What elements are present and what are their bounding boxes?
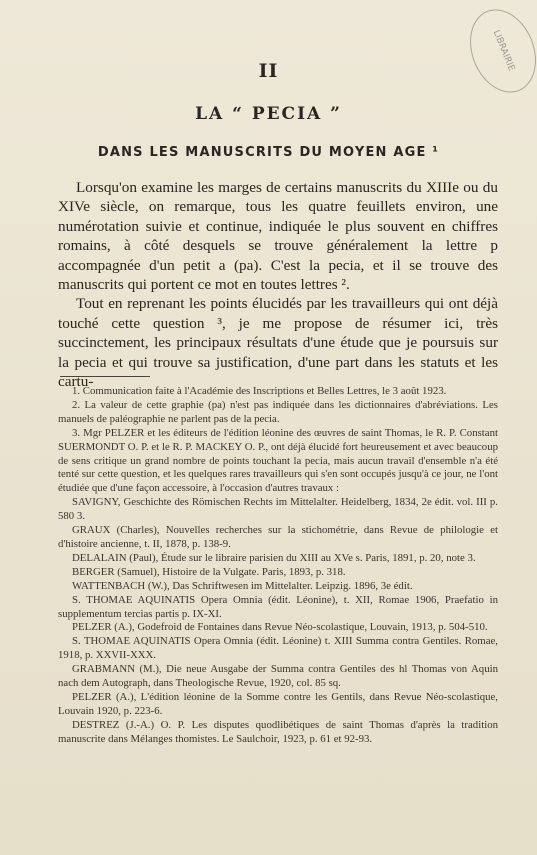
page-title: LA “ PECIA ” [195, 104, 342, 124]
bibliography-entry: DELALAIN (Paul), Étude sur le libraire parisien du XIII au XVe s. Paris, 1891, p. 20, note 3. [72, 551, 476, 564]
bibliography-entry: PELZER (A.), L'édition léonine de la Somme contre les Gentils, dans Revue Néo-scolastique, Louvain 1920, p. 223-6. [58, 690, 498, 717]
stamp-text: LIBRAIRIE [491, 28, 517, 73]
bibliography-entry: BERGER (Samuel), Histoire de la Vulgate. Paris, 1893, p. 318. [72, 565, 346, 578]
bibliography-entry: DESTREZ (J.-A.) O. P. Les disputes quodlibétiques de saint Thomas d'après la tradition manuscrite dans Mélanges thomistes. Le Saulchoir, 1923, p. 61 et 92-93. [58, 718, 498, 745]
bibliography-entry: S. THOMAE AQUINATIS Opera Omnia (édit. Léonine), t. XII, Romae 1906, Praefatio in supplementum tercias partis p. IX-XI. [58, 593, 498, 620]
bibliography-entry: GRABMANN (M.), Die neue Ausgabe der Summa contra Gentiles des hl Thomas von Aquin nach dem Autograph, dans Theologische Revue, 1920, col. 85 sq. [58, 663, 498, 690]
chapter-number: II [258, 60, 279, 82]
paragraph-1: Lorsqu'on examine les marges de certains manuscrits du XIIIe ou du XIVe siècle, on remarque, tous les quatre feuillets environ, une numérotation suivie et continue, indiquée le plus souvent en chiffres romains, à côté desquels se trouve généralement la lettre p accompagnée d'un petit a (pa). C'est la pecia, et il se trouve des manuscrits qui portent ce mot en toutes lettres ². [58, 179, 498, 294]
footnote: 2. La valeur de cette graphie (pa) n'est pas indiquée dans les dictionnaires d'abréviations. Les manuels de paléographie ne parlent pas de la pecia. [58, 398, 498, 425]
bibliography-entry: PELZER (A.), Godefroid de Fontaines dans Revue Néo-scolastique, Louvain, 1913, p. 504-510. [72, 621, 488, 634]
bibliography-entry: S. THOMAE AQUINATIS Opera Omnia (édit. Léonine) t. XIII Summa contra Gentiles. Romae, 1918, p. XXVII-XXX. [58, 635, 498, 662]
footnote-divider [60, 376, 150, 377]
bibliography-entry: SAVIGNY, Geschichte des Römischen Rechts im Mittelalter. Heidelberg, 1834, 2e édit. vol. III p. 580 3. [58, 496, 498, 523]
library-stamp [458, 0, 537, 102]
footnote: 3. Mgr PELZER et les éditeurs de l'édition léonine des œuvres de saint Thomas, le R. P. Constant SUERMONDT O. P. et le R. P. MACKEY O. P., ont déjà élucidé fort heureusement et avec beaucoup de sens critique un grand nombre de points touchant la pecia, mais aucun travail d'ensemble n'a été tenté sur cette question, et les quelques rares travailleurs qui s'en sont occupés jusqu'à ce jour, ne l'ont étudiée que d'une façon accessoire, à l'occasion d'autres travaux : [58, 426, 498, 495]
bibliography-entry: GRAUX (Charles), Nouvelles recherches sur la stichométrie, dans Revue de philologie et d'histoire ancienne, t. II, 1878, p. 138-9. [58, 524, 498, 550]
paragraph-2: Tout en reprenant les points élucidés par les travailleurs qui ont déjà touché cette question ³, je me propose de résumer ici, très succinctement, les principaux résultats d'une étude que je poursuis sur la pecia et qui trouve sa justification, d'une part dans les statuts et les cartu- [58, 295, 498, 391]
page-subtitle: DANS LES MANUSCRITS DU MOYEN AGE ¹ [97, 145, 440, 160]
body-text [58, 178, 498, 391]
bibliography-entry: WATTENBACH (W.), Das Schriftwesen im Mittelalter. Leipzig. 1896, 3e édit. [72, 579, 413, 592]
footnotes [58, 385, 498, 747]
footnote: 1. Communication faite à l'Académie des Inscriptions et Belles Lettres, le 3 août 1923. [72, 385, 447, 397]
